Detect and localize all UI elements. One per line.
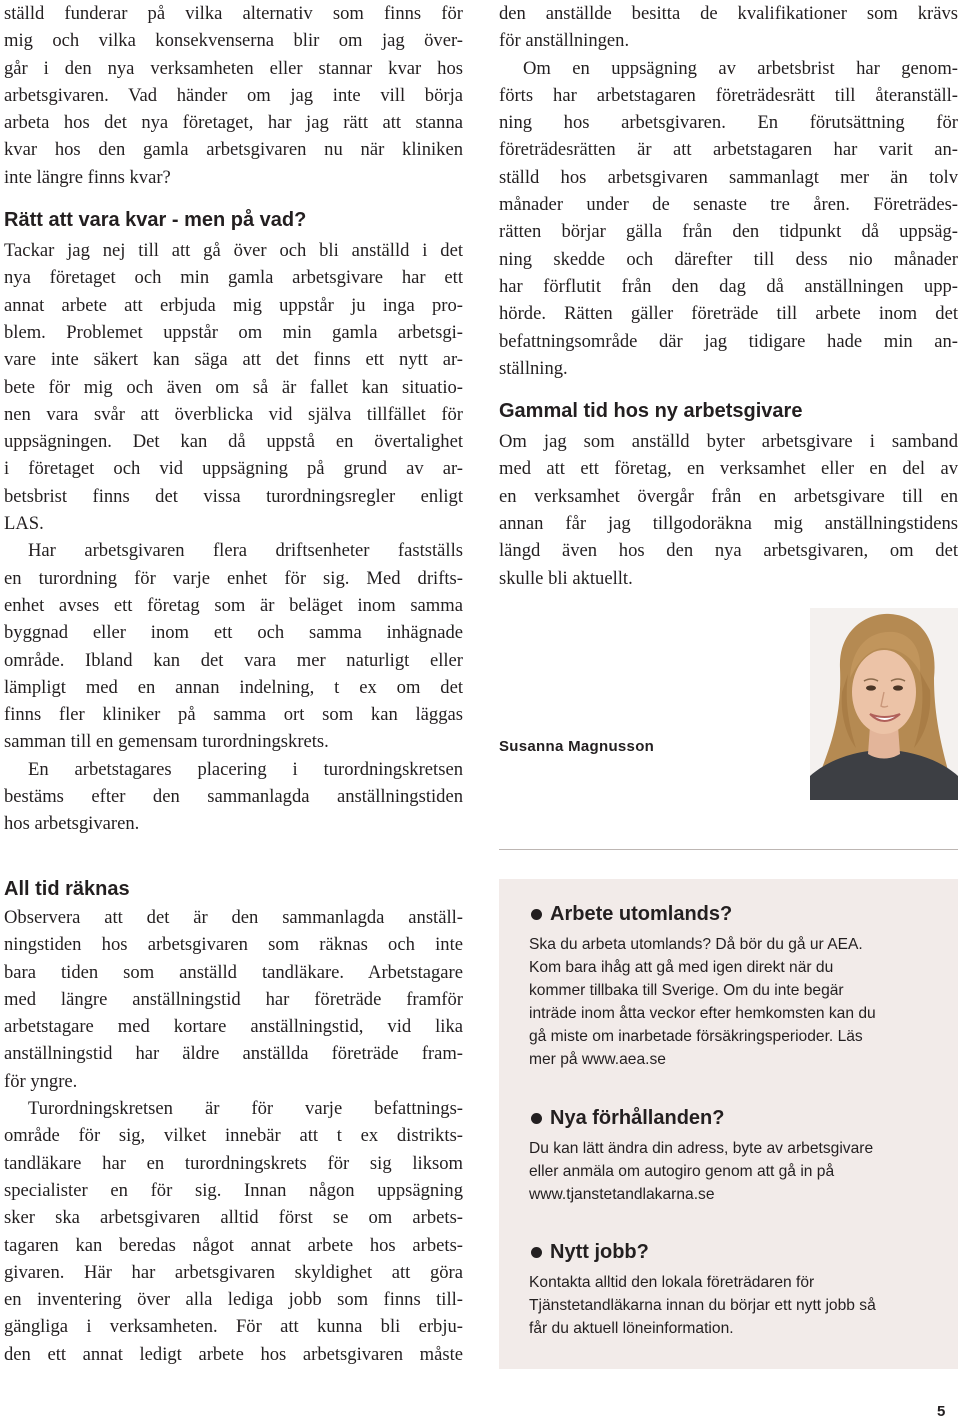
paragraph [499, 428, 958, 592]
text-line: ställd hos arbetsgivaren sammanlagt mer än tolv [499, 166, 958, 188]
text-line: ning skedde och därefter till dess nio månader [499, 248, 958, 270]
text-line: skulle bli aktuellt. [499, 567, 633, 589]
text-line: i företaget och vid uppsägning på grund av ar- [4, 458, 463, 480]
text-line: med längre anställningstid har företräde framför [4, 988, 463, 1010]
text-line: arbetsgivaren. Vad händer om jag inte vill börja [4, 84, 463, 106]
text-line: ställd funderar på vilka alternativ som finns för [4, 3, 463, 24]
text-line: gängliga i verksamheten. För att kunna bli erbju- [4, 1316, 463, 1338]
text-line: uppsägningen. Det kan då uppstå en övertalighet [4, 431, 463, 453]
text-line: Kom bara ihåg att gå med igen direkt när du [529, 959, 834, 976]
info-item-body [529, 1271, 939, 1340]
bullet-icon [531, 909, 542, 920]
info-item [529, 1239, 939, 1340]
text-line: En arbetstagares placering i turordningskretsen [28, 758, 463, 780]
text-line: blem. Problemet uppstår om min gamla arbetsgi- [4, 321, 463, 343]
page-number: 5 [937, 1403, 946, 1420]
text-line: www.tjanstetandlakarna.se [529, 1186, 715, 1203]
text-line: ningstiden hos arbetsgivaren som räknas och inte [4, 934, 463, 956]
info-item-title [529, 901, 939, 927]
text-line: ning hos arbetsgivaren. En förutsättning för [499, 112, 958, 134]
text-line: den anställde besitta de kvalifikationer som krävs [499, 3, 958, 24]
text-line: nen vara svår att överblicka vid själva tillfället för [4, 403, 463, 425]
text-line: kommer tillbaka till Sverige. Om du inte begär [529, 982, 844, 999]
text-line: bara tiden som anställd tandläkare. Arbetstagare [4, 961, 463, 983]
info-item-title-text: Nytt jobb? [550, 1241, 649, 1263]
text-line: en inventering över alla lediga jobb som finns till- [4, 1289, 463, 1311]
paragraph [4, 756, 463, 838]
text-line: månader under de senaste tre åren. Företrädes- [499, 194, 958, 216]
info-item-title-text: Arbete utomlands? [550, 903, 733, 925]
section-heading: All tid räknas [4, 878, 130, 900]
text-line: finns fler kliniker på samma ort som kan läggas [4, 704, 463, 726]
text-line: en verksamhet övergår från en arbetsgivare till en [499, 485, 958, 507]
info-item-body [529, 933, 939, 1071]
text-line: Om en uppsägning av arbetsbrist har genom- [523, 57, 958, 79]
portrait-illustration [810, 608, 958, 800]
text-line: inte längre finns kvar? [4, 166, 171, 188]
paragraph [4, 237, 463, 537]
text-line: enhet avses ett företag som är beläget inom samma [4, 594, 463, 616]
text-line: har förflutit från den dag då anställningen upp- [499, 275, 958, 297]
text-line: hörde. Rätten gäller företräde till arbete inom det [499, 303, 958, 325]
text-line: område för sig, vilket innebär att t ex distrikts- [4, 1125, 463, 1147]
portrait-photo [810, 608, 958, 800]
text-line: nya företaget och min gamla arbetsgivare har ett [4, 267, 463, 289]
text-line: Du kan lätt ändra din adress, byte av arbetsgivare [529, 1140, 874, 1157]
bullet-icon [531, 1113, 542, 1124]
text-line: Kontakta alltid den lokala företrädaren för [529, 1274, 815, 1291]
left-column-bottom [4, 875, 463, 1368]
text-line: hos arbetsgivaren. [4, 813, 140, 835]
text-line: arbetstagare med kortare anställningstid, vid lika [4, 1016, 463, 1038]
intro-paragraph [4, 0, 463, 191]
text-line: förts har arbetstagaren företrädesrätt till återanställ- [499, 84, 958, 106]
text-line: specialister en för sig. Innan någon uppsägning [4, 1179, 463, 1201]
text-line: befattningsområde där jag tidigare hade min an- [499, 330, 958, 352]
bullet-icon [531, 1247, 542, 1258]
text-line: längd även hos den nya arbetsgivaren, om det [499, 540, 958, 562]
text-line: den ett annat ledigt arbete hos arbetsgivaren måste [4, 1343, 463, 1365]
text-line: Observera att det är den sammanlagda anställ- [4, 907, 463, 928]
text-line: bete för mig och även om så är fallet kan situatio- [4, 376, 463, 398]
paragraph [4, 537, 463, 755]
info-item-body [529, 1137, 939, 1206]
text-line: företrädesrätten är att arbetstagaren har varit an- [499, 139, 958, 161]
text-line: inträde inom åtta veckor efter hemkomsten kan du [529, 1005, 876, 1022]
text-line: eller anmäla om autogiro genom att gå in på [529, 1163, 835, 1180]
text-line: annat arbete att erbjuda mig uppstår ju inga pro- [4, 294, 463, 316]
text-line: rätten börjar gälla från den tidpunkt då uppsäg- [499, 221, 958, 243]
text-line: byggnad eller inom ett och samma inhägnade [4, 622, 463, 644]
text-line: tandläkare har en turordningskrets för sig liksom [4, 1152, 463, 1174]
right-column [499, 0, 958, 592]
info-item [529, 1105, 939, 1206]
text-line: givaren. Här har arbetsgivaren skyldighet att göra [4, 1261, 463, 1283]
text-line: med att ett företag, en verksamhet eller en del av [499, 458, 958, 480]
info-item-title [529, 1239, 939, 1265]
info-item [529, 901, 939, 1071]
text-line: vare inte säkert kan säga att det finns ett nytt ar- [4, 349, 463, 371]
text-line: samman till en gemensam turordningskrets. [4, 731, 329, 753]
info-box [499, 879, 958, 1369]
text-line: LAS. [4, 513, 44, 535]
text-line: sker ska arbetsgivaren alltid först se om arbets- [4, 1207, 463, 1229]
text-line: gå miste om inarbetade försäkringsperioder. Läs [529, 1028, 863, 1045]
section-heading: Gammal tid hos ny arbetsgivare [499, 400, 803, 423]
text-line: en turordning för varje enhet för sig. Med drifts- [4, 567, 463, 589]
text-line: får du aktuell löneinformation. [529, 1320, 734, 1337]
text-line: för yngre. [4, 1070, 78, 1092]
divider [499, 849, 958, 850]
left-column-top [4, 0, 463, 838]
text-line: går i den nya verksamheten eller stannar kvar hos [4, 57, 463, 79]
text-line: Har arbetsgivaren flera driftsenheter fastställs [28, 540, 463, 562]
text-line: område. Ibland kan det vara mer naturligt eller [4, 649, 463, 671]
text-line: Turordningskretsen är för varje befattnings- [28, 1098, 463, 1120]
text-line: för anställningen. [499, 30, 630, 52]
text-line: anställningstid har äldre anställda företräde fram- [4, 1043, 463, 1065]
paragraph [4, 904, 463, 1095]
text-line: annan får jag tillgodoräkna mig anställningstidens [499, 513, 958, 535]
text-line: ställning. [499, 357, 568, 379]
info-item-title-text: Nya förhållanden? [550, 1107, 725, 1129]
text-line: betsbrist finns det vissa turordningsregler enligt [4, 485, 463, 507]
text-line: mig och vilka konsekvenserna blir om jag över- [4, 30, 463, 52]
text-line: tagaren kan beredas något annat arbete hos arbets- [4, 1234, 463, 1256]
paragraph [499, 55, 958, 383]
paragraph [499, 0, 958, 55]
text-line: Om jag som anställd byter arbetsgivare i samband [499, 431, 958, 453]
text-line: arbeta hos det nya företaget, har jag rätt att stanna [4, 112, 463, 134]
text-line: bestäms efter den sammanlagda anställningstiden [4, 786, 463, 808]
portrait-caption: Susanna Magnusson [499, 738, 655, 755]
text-line: Ska du arbeta utomlands? Då bör du gå ur AEA. [529, 936, 863, 953]
text-line: kvar hos den gamla arbetsgivaren nu när kliniken [4, 139, 463, 161]
paragraph [4, 1095, 463, 1368]
text-line: Tjänstetandläkarna innan du börjar ett nytt jobb så [529, 1297, 876, 1314]
section-heading: Rätt att vara kvar - men på vad? [4, 209, 307, 232]
text-line: Tackar jag nej till att gå över och bli anställd i det [4, 240, 463, 262]
text-line: mer på www.aea.se [529, 1051, 666, 1068]
info-item-title [529, 1105, 939, 1131]
text-line: lämpligt med en annan indelning, t ex om det [4, 676, 463, 698]
